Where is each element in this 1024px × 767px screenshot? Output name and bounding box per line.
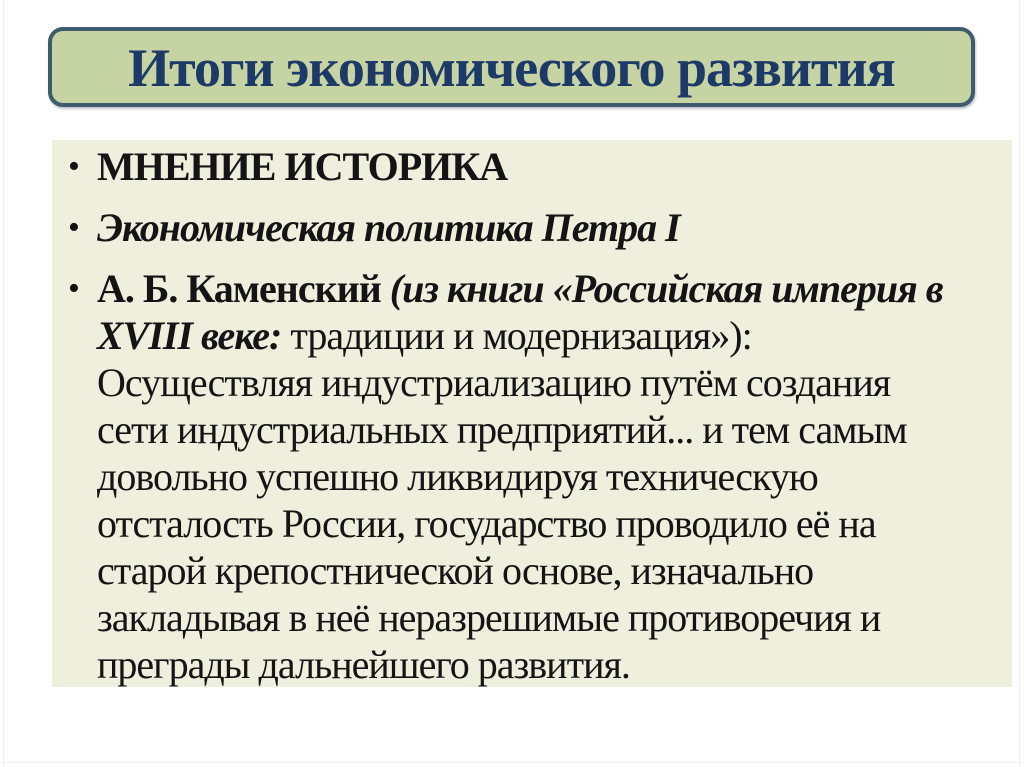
bullet-line xyxy=(97,204,1012,251)
slide-edge-right xyxy=(1019,0,1020,767)
quote-segment: довольно успешно ликвидируя техническую xyxy=(97,454,818,499)
quote-segment: сети индустриальных предприятий... и тем самым xyxy=(97,407,907,452)
quote-line xyxy=(97,453,1012,500)
quote-segment: XVIII веке: xyxy=(97,313,291,358)
quote-line xyxy=(97,641,1012,688)
quote-segment: традиции и модернизация»): xyxy=(290,313,752,358)
quote-line xyxy=(97,500,1012,547)
quote-line xyxy=(97,312,1012,359)
quote-segment: отсталость России, государство проводило её на xyxy=(97,501,876,546)
bullet-dot-icon: • xyxy=(68,148,80,185)
bullet-dot-icon: • xyxy=(68,209,80,246)
quote-segment: Осуществляя индустриализацию путём создания xyxy=(97,360,891,405)
slide-title-box xyxy=(48,27,975,107)
bullet-text-opinion: МНЕНИЕ ИСТОРИКА xyxy=(97,144,508,189)
slide-edge-bottom xyxy=(0,762,1024,763)
slide-title: Итоги экономического развития xyxy=(128,38,895,98)
quote-segment: преграды дальнейшего развития. xyxy=(97,642,630,687)
quote-line xyxy=(97,265,1012,312)
quote-line xyxy=(97,359,1012,406)
bullet-item-opinion xyxy=(52,143,1012,190)
bullet-text-policy: Экономическая политика Петра I xyxy=(97,205,680,250)
quote-line xyxy=(97,594,1012,641)
bullet-dot-icon: • xyxy=(68,270,80,307)
quote-segment: старой крепостнической основе, изначально xyxy=(97,548,814,593)
bullet-list xyxy=(52,143,1012,688)
quote-line xyxy=(97,547,1012,594)
quote-segment: закладывая в неё неразрешимые противоречия и xyxy=(97,595,881,640)
quote-line xyxy=(97,406,1012,453)
bullet-item-quote xyxy=(52,265,1012,688)
bullet-line xyxy=(97,143,1012,190)
content-panel xyxy=(52,140,1012,687)
quote-segment: (из книги «Российская империя в xyxy=(389,266,943,311)
quote-text xyxy=(97,265,1012,688)
quote-segment: А. Б. Каменский xyxy=(97,266,390,311)
bullet-item-policy xyxy=(52,204,1012,251)
slide-edge-left xyxy=(3,0,4,767)
